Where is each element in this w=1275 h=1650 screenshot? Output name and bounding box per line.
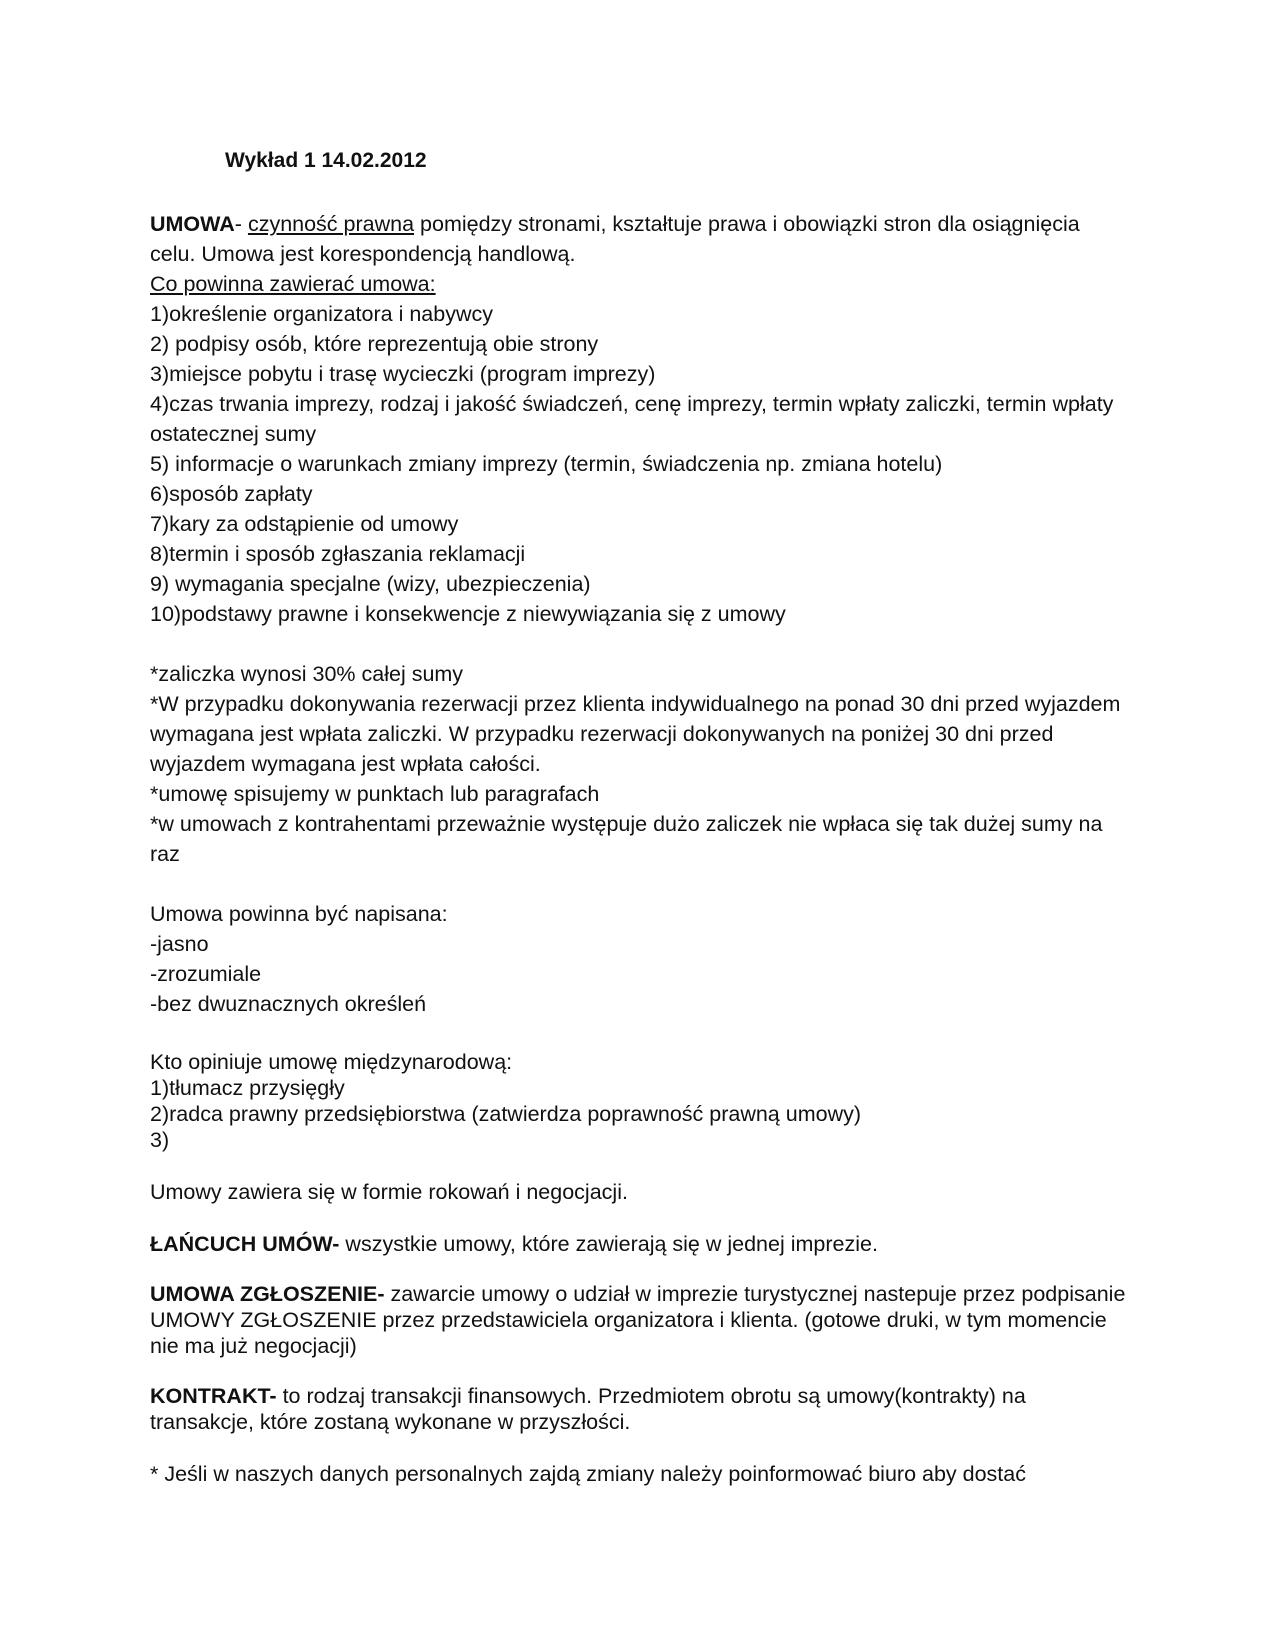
spacer: [150, 1435, 1130, 1459]
umowa-dash: -: [234, 212, 248, 236]
contract-text: to rodzaj transakcji finansowych. Przedmiotem obrotu są umowy(kontrakty) na transakcje, które zostaną wykonane w przyszłości.: [150, 1384, 1026, 1434]
note-item: *umowę spisujemy w punktach lub paragrafach: [150, 782, 600, 806]
spacer: [150, 869, 1130, 899]
final-note: * Jeśli w naszych danych personalnych zajdą zmiany należy poinformować biuro aby dostać: [150, 1462, 1026, 1486]
written-heading: Umowa powinna być napisana:: [150, 902, 448, 926]
list-item: 4)czas trwania imprezy, rodzaj i jakość świadczeń, cenę imprezy, termin wpłaty zaliczki, termin wpłaty ostatecznej sumy: [150, 392, 1114, 446]
umowa-underlined-term: czynność prawna: [247, 212, 415, 236]
spacer: [150, 1359, 1130, 1383]
list-item: 10)podstawy prawne i konsekwencje z niewywiązania się z umowy: [150, 602, 786, 626]
contents-heading: Co powinna zawierać umowa:: [150, 272, 436, 296]
list-item: 1)tłumacz przysięgły: [150, 1076, 345, 1100]
list-item: 8)termin i sposób zgłaszania reklamacji: [150, 542, 526, 566]
list-item: 9) wymagania specjalne (wizy, ubezpieczenia): [150, 572, 591, 596]
contract-term: KONTRAKT-: [150, 1384, 277, 1408]
document-body: [150, 209, 1130, 1489]
page-title: Wykład 1 14.02.2012: [225, 149, 427, 172]
contract-definition: [150, 1383, 1130, 1435]
umowa-definition-text: pomiędzy stronami, kształtuje prawa i obowiązki stron dla osiągnięcia celu. Umowa jest korespondencją handlową.: [150, 212, 1080, 266]
list-item: 3): [150, 1128, 170, 1152]
list-item: 3)miejsce pobytu i trasę wycieczki (program imprezy): [150, 362, 656, 386]
spacer: [150, 1207, 1130, 1229]
application-definition: [150, 1281, 1130, 1359]
list-item: 1)określenie organizatora i nabywcy: [150, 302, 493, 326]
spacer: [150, 629, 1130, 659]
chain-term: ŁAŃCUCH UMÓW-: [150, 1232, 340, 1256]
spacer: [150, 1259, 1130, 1281]
spacer: [150, 1153, 1130, 1177]
spacer: [150, 1019, 1130, 1049]
note-item: *w umowach z kontrahentami przeważnie występuje dużo zaliczek nie wpłaca się tak dużej sumy na raz: [150, 812, 1103, 866]
opinion-heading: Kto opiniuje umowę międzynarodową:: [150, 1050, 513, 1074]
list-item: 5) informacje o warunkach zmiany imprezy (termin, świadczenia np. zmiana hotelu): [150, 452, 943, 476]
list-item: 2)radca prawny przedsiębiorstwa (zatwierdza poprawność prawną umowy): [150, 1102, 862, 1126]
note-item: *W przypadku dokonywania rezerwacji przez klienta indywidualnego na ponad 30 dni przed wyjazdem wymagana jest wpłata zaliczki. W przypadku rezerwacji dokonywanych na poniżej 30 dni przed wyjazdem wymagana jest wpłata całości.: [150, 692, 1121, 776]
list-item: -jasno: [150, 932, 209, 956]
application-term: UMOWA ZGŁOSZENIE-: [150, 1282, 385, 1306]
application-text: zawarcie umowy o udział w imprezie turystycznej nastepuje przez podpisanie UMOWY ZGŁOSZENIE przez przedstawiciela organizatora i klienta. (gotowe druki, w tym momencie nie ma już negocjacji): [150, 1282, 1126, 1358]
list-item: -zrozumiale: [150, 962, 262, 986]
umowa-definition: [150, 209, 1130, 269]
chain-definition: [150, 1229, 1130, 1259]
negotiation-note: Umowy zawiera się w formie rokowań i negocjacji.: [150, 1180, 628, 1204]
list-item: -bez dwuznacznych określeń: [150, 992, 427, 1016]
chain-text: wszystkie umowy, które zawierają się w jednej imprezie.: [339, 1232, 878, 1256]
list-item: 6)sposób zapłaty: [150, 482, 313, 506]
note-item: *zaliczka wynosi 30% całej sumy: [150, 662, 464, 686]
list-item: 7)kary za odstąpienie od umowy: [150, 512, 459, 536]
umowa-term: UMOWA: [150, 212, 235, 236]
list-item: 2) podpisy osób, które reprezentują obie strony: [150, 332, 599, 356]
